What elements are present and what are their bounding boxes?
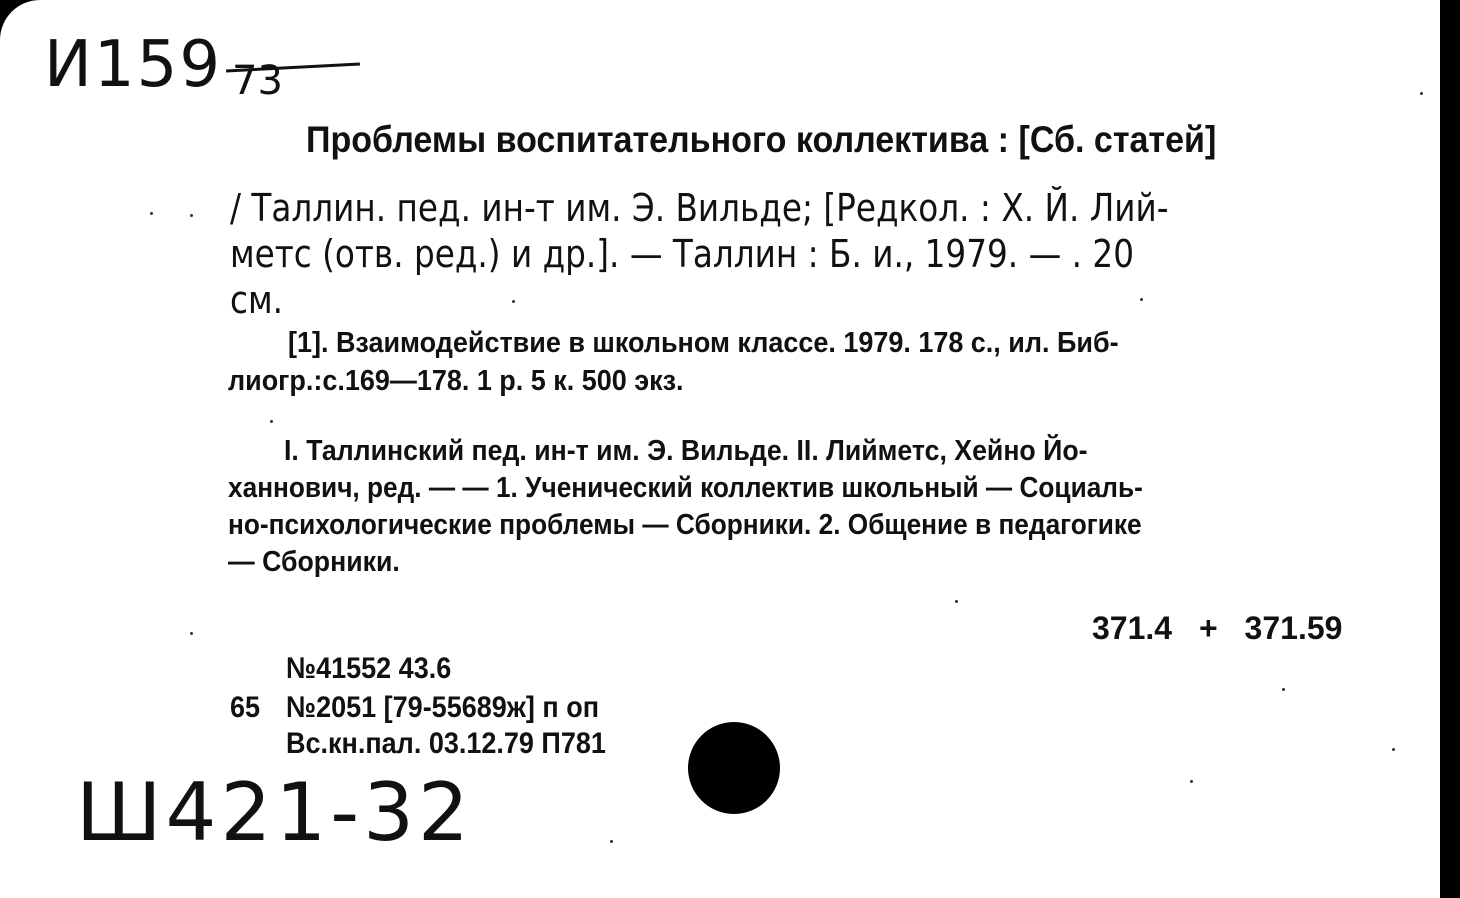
publication-line-2-prefix: 65 [230, 691, 261, 724]
punch-hole [688, 722, 780, 814]
publication-line-3: Вс.кн.пал. 03.12.79 П781 [286, 727, 606, 760]
publication-line-1: №41552 43.6 [286, 652, 452, 685]
speck [1140, 298, 1143, 301]
speck [150, 212, 153, 215]
subject-line-2: ханнович, ред. — — 1. Ученический коллектив школьный — Социаль- [228, 472, 1143, 504]
speck [190, 632, 193, 635]
handwritten-call-number-top: И159 [44, 28, 223, 102]
handwritten-call-number-bottom: Ш421-32 [76, 766, 473, 859]
volume-line-1: [1]. Взаимодействие в школьном классе. 1979. 178 с., ил. Биб- [288, 327, 1119, 359]
speck [1190, 780, 1193, 783]
subject-line-4: — Сборники. [228, 546, 400, 578]
subject-line-1: I. Таллинский пед. ин-т им. Э. Вильде. II. Лийметс, Хейно Йо- [284, 435, 1088, 467]
description-line-1: / Таллин. пед. ин-т им. Э. Вильде; [Редкол. : Х. Й. Лий- [230, 186, 1169, 230]
speck [190, 214, 193, 217]
udc-classification: 371.4 + 371.59 [1092, 610, 1343, 646]
subject-line-3: но-психологические проблемы — Сборники. 2. Общение в педагогике [228, 509, 1142, 541]
speck [1282, 688, 1285, 691]
publication-line-2: №2051 [79-55689ж] п оп [286, 691, 600, 724]
speck [955, 600, 958, 603]
speck [512, 300, 515, 303]
handwritten-call-number-fraction: 73 [232, 58, 283, 104]
speck [1392, 748, 1395, 751]
description-line-3: см. [230, 278, 284, 322]
volume-line-2: лиогр.:с.169—178. 1 р. 5 к. 500 экз. [228, 365, 684, 397]
speck [610, 840, 613, 843]
record-title: Проблемы воспитательного коллектива : [Сб. статей] [306, 119, 1217, 160]
speck [270, 420, 273, 423]
speck [1420, 92, 1423, 95]
description-line-2: метс (отв. ред.) и др.]. — Таллин : Б. и., 1979. — . 20 [230, 232, 1135, 276]
